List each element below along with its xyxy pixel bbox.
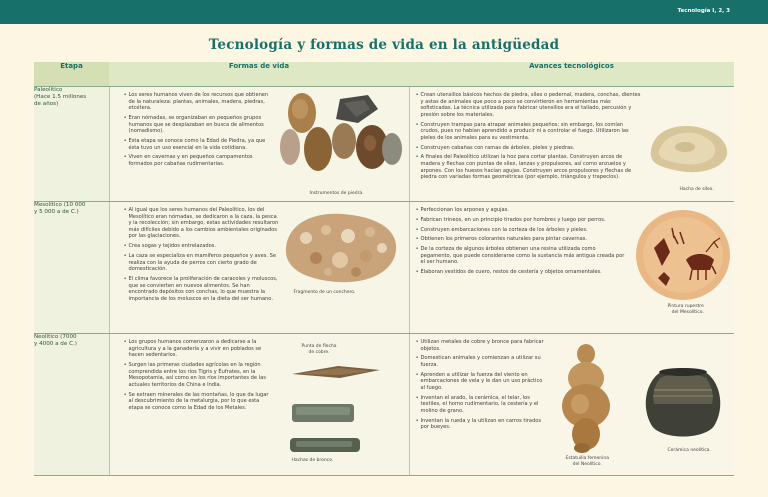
avances-paleolitico <box>409 87 734 202</box>
list-item: • Los grupos humanos comenzaron a dedicarse a la agricultura y a la ganadería y a vivir en poblados se hacen sedentarios. <box>124 339 274 359</box>
caption-cave-painting <box>668 304 704 316</box>
caption-copper-arrow <box>302 344 337 356</box>
list-item: • A finales del Paleolítico utilizan la hoz para cortar plantas. Construyen arcos de madera y flechas con puntas de sílex, lanzas y propulsores, así como anzuelos y arpones. Con los huesos hacían agujas. Construyen arcos propulsores y flechas de piedra con variadas formas geométricas (por ejemplo, triángulos y trapecios). <box>416 154 641 180</box>
header-avances: Avances tecnológicos <box>409 62 734 87</box>
list-item: • Crean utensilios básicos hechos de piedra, sílex o pedernal, madera, conchas, dientes y astas de animales que poco a poco se convirtieron en herramientas más sofisticadas. La técnica utilizada para fabricar utensilios era el tallado, percusión y presión sobre los materiales. <box>416 92 641 118</box>
formas-neolitico <box>109 334 409 476</box>
etapa-line: de años) <box>34 101 59 108</box>
cave-painting-image <box>634 208 732 302</box>
caption-stone-tools: Instrumentos de piedra. <box>309 191 364 196</box>
list-item: • Perfeccionan los arpones y agujas. <box>416 207 628 214</box>
list-item: • Esta etapa se conoce como la Edad de Piedra, ya que ésta tuvo un uso esencial en la vida cotidiana. <box>124 138 274 151</box>
stone-tools-image <box>278 91 406 191</box>
list-item: • Construyen cabañas con ramas de árboles, pieles y piedras. <box>416 145 641 152</box>
caption-flint-axe: Hacha de sílex. <box>679 187 714 192</box>
etapa-neolitico <box>34 334 109 476</box>
caption-pottery: Cerámica neolítica. <box>667 448 711 453</box>
formas-list <box>124 92 274 171</box>
formas-list <box>124 207 279 305</box>
list-item: • Los seres humanos viven de los recursos que obtienen de la naturaleza: plantas, animales, madera, piedras, etcétera. <box>124 92 274 112</box>
list-item: • Domestican animales y comienzan a utilizar su fuerza. <box>416 355 546 368</box>
list-item: • Surgen las primeras ciudades agrícolas en la región comprendida entre los ríos Tigris y Éufrates, en la Mesopotamia, así como en los ríos importantes de las actuales territorios de China e India. <box>124 362 274 388</box>
formas-paleolitico <box>109 87 409 202</box>
list-item: • Fabrican trineos, en un principio tirados por hombres y luego por perros. <box>416 217 628 224</box>
main-table <box>34 62 734 476</box>
caption-line: Punta de flecha <box>301 344 337 349</box>
caption-shell-midden: Fragmento de un conchero. <box>293 290 356 295</box>
list-item: • El clima favorece la proliferación de caracoles y moluscos, que se convierten en nuevos alimentos. Se han encontrado depósitos con conchas, lo que muestra la importancia de los moluscos en la dieta del ser humano. <box>124 276 279 302</box>
caption-line: de cobre. <box>308 350 330 355</box>
etapa-line: y 5 000 a de C.) <box>34 209 79 216</box>
etapa-line: Neolítico (7000 <box>34 334 77 340</box>
caption-bronze-axes: Hachas de bronce. <box>291 458 334 463</box>
avances-list <box>416 207 628 279</box>
list-item: • Aprenden a utilizar la fuerza del viento en embarcaciones de vela y le dan un uso práctico al fuego. <box>416 372 546 392</box>
caption-line: Pintura rupestre <box>667 304 704 309</box>
list-item: • Utilizan metales de cobre y bronce para fabricar objetos. <box>416 339 546 352</box>
caption-venus-figurine <box>566 456 609 468</box>
list-item: • Inventan la rueda y la utilizan en carros tirados por bueyes. <box>416 418 546 431</box>
avances-list <box>416 339 546 434</box>
avances-mesolitico <box>409 202 734 334</box>
page-tag: Tecnología I, 2, 3 <box>677 8 730 14</box>
bronze-tools-image <box>288 360 388 456</box>
etapa-line: (Hace 1.5 millones <box>34 94 87 101</box>
header-etapa: Etapa <box>34 62 109 87</box>
etapa-paleolitico <box>34 87 109 202</box>
list-item: • Se extraen minerales de las montañas, lo que da lugar al descubrimiento de la metalurgia, por lo que esta etapa se conoce como la Edad de los Metales. <box>124 392 274 412</box>
etapa-line: Mesolítico (10 000 <box>34 202 86 208</box>
list-item: • Al igual que los seres humanos del Paleolítico, los del Mesolítico eran nómadas, se dedicaron a la caza, la pesca y la recolección; sin embargo, estas actividades resultaron más difíciles debido a los cambios ambientales originados por las glaciaciones. <box>124 207 279 240</box>
list-item: • Inventan el arado, la cerámica, el telar, los textiles, el horno rudimentario, la cestería y el molino de grano. <box>416 395 546 415</box>
list-item: • Eran nómadas, se organizaban en pequeños grupos humanos que se desplazaban en busca de alimentos (nomadismo). <box>124 115 274 135</box>
list-item: • La caza se especializa en mamíferos pequeños y aves. Se realiza con la ayuda de perros con cierto grado de domesticación. <box>124 253 279 273</box>
list-item: • De la corteza de algunos árboles obtienen una resina utilizada como pegamento, que puede considerarse como la sustancia más antigua creada por el ser humano. <box>416 246 628 266</box>
venus-figurine-image <box>556 342 616 454</box>
page-title: Tecnología y formas de vida en la antigüedad <box>208 37 560 53</box>
formas-mesolitico <box>109 202 409 334</box>
list-item: • Crea sogas y tejidos entrelazados. <box>124 243 279 250</box>
neolithic-pottery-image <box>640 360 726 444</box>
avances-list <box>416 92 641 184</box>
caption-line: del Mesolítico. <box>671 310 704 315</box>
top-bar <box>0 0 768 24</box>
etapa-line: y 4000 a de C.) <box>34 341 77 348</box>
list-item: • Construyen trampas para atrapar animales pequeños; sin embargo, los comían crudos, pues no habían aprendido a producir ni a controlar el fuego. Utilizaron las pieles de los animales para su vestimenta. <box>416 122 641 142</box>
etapa-mesolitico <box>34 202 109 334</box>
list-item: • Viven en cavernas y en pequeños campamentos formados por cabañas rudimentarias. <box>124 154 274 167</box>
caption-line: Estatuilla femenina <box>565 456 609 461</box>
shell-midden-image <box>282 208 402 288</box>
flint-axe-image <box>645 121 731 177</box>
header-formas: Formas de vida <box>109 62 409 87</box>
list-item: • Elaboran vestidos de cuero, restos de cestería y objetos ornamentales. <box>416 269 628 276</box>
list-item: • Construyen embarcaciones con la corteza de los árboles y pieles. <box>416 227 628 234</box>
avances-neolitico <box>409 334 734 476</box>
list-item: • Obtienen los primeros colorantes naturales para pintar cavernas. <box>416 236 628 243</box>
etapa-line: Paleolítico <box>34 87 63 93</box>
formas-list <box>124 339 274 415</box>
caption-line: del Neolítico. <box>572 462 602 467</box>
